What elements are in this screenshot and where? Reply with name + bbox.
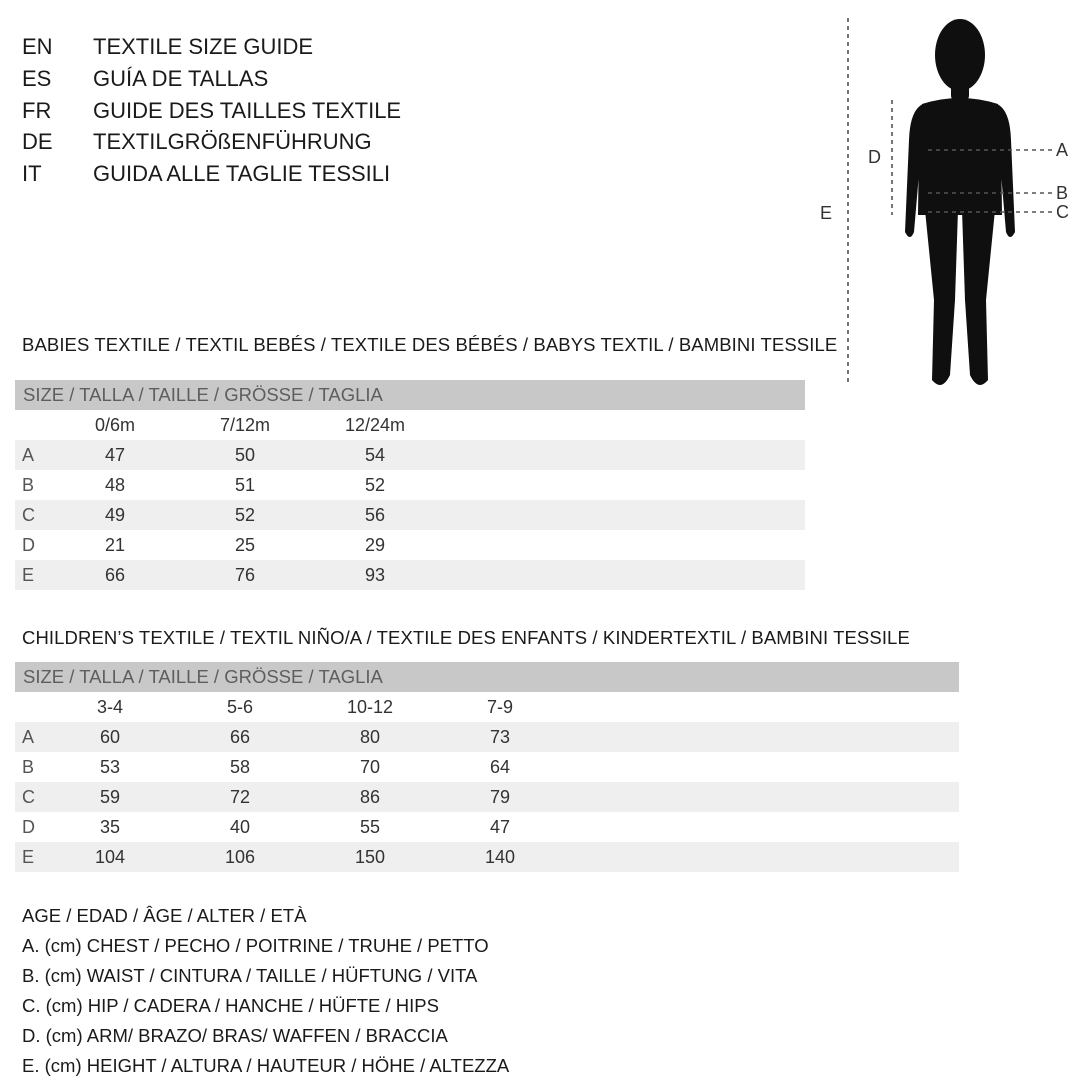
figure-label-b: B bbox=[1056, 183, 1069, 203]
table-row bbox=[15, 440, 805, 470]
table-cell: 49 bbox=[104, 505, 126, 525]
table-row bbox=[15, 530, 805, 560]
table-cell: 52 bbox=[234, 505, 256, 525]
lang-code: IT bbox=[22, 161, 42, 186]
legend-age: AGE / EDAD / ÂGE / ALTER / ETÀ bbox=[22, 905, 307, 926]
legend-waist: B. (cm) WAIST / CINTURA / TAILLE / HÜFTUNG / VITA bbox=[22, 965, 478, 986]
table-header-row bbox=[15, 410, 805, 440]
table-cell: 53 bbox=[99, 757, 121, 777]
table-header-row bbox=[15, 692, 959, 722]
legend-hip: C. (cm) HIP / CADERA / HANCHE / HÜFTE / HIPS bbox=[22, 995, 439, 1016]
table-cell: 79 bbox=[489, 787, 511, 807]
column-header: 7-9 bbox=[486, 697, 513, 717]
table-size-header: SIZE / TALLA / TAILLE / GRÖSSE / TAGLIA bbox=[15, 380, 805, 410]
table-cell: 140 bbox=[484, 847, 516, 867]
lang-title: GUIDA ALLE TAGLIE TESSILI bbox=[93, 161, 391, 186]
lang-title: GUÍA DE TALLAS bbox=[93, 66, 269, 91]
row-label: B bbox=[22, 475, 35, 495]
table-cell: 25 bbox=[234, 535, 256, 555]
table-cell: 51 bbox=[234, 475, 256, 495]
table-size-header: SIZE / TALLA / TAILLE / GRÖSSE / TAGLIA bbox=[15, 662, 959, 692]
figure-label-a: A bbox=[1056, 140, 1069, 160]
table-cell: 48 bbox=[104, 475, 126, 495]
table-cell: 76 bbox=[234, 565, 256, 585]
table-cell: 54 bbox=[364, 445, 386, 465]
table-cell: 80 bbox=[359, 727, 381, 747]
row-label: E bbox=[22, 565, 35, 585]
table-row bbox=[15, 560, 805, 590]
row-label: E bbox=[22, 847, 35, 867]
table-cell: 64 bbox=[489, 757, 511, 777]
table-cell: 21 bbox=[104, 535, 126, 555]
table-cell: 93 bbox=[364, 565, 386, 585]
column-header: 7/12m bbox=[219, 415, 271, 435]
table-cell: 50 bbox=[234, 445, 256, 465]
lang-title: GUIDE DES TAILLES TEXTILE bbox=[93, 98, 402, 123]
column-header: 10-12 bbox=[346, 697, 394, 717]
table-cell: 52 bbox=[364, 475, 386, 495]
row-label: D bbox=[22, 817, 35, 837]
table-row bbox=[15, 752, 959, 782]
figure-label-c: C bbox=[1056, 202, 1069, 222]
child-silhouette-icon bbox=[810, 0, 1082, 400]
table-row bbox=[15, 722, 959, 752]
row-label: C bbox=[22, 505, 35, 525]
table-row bbox=[15, 470, 805, 500]
table-cell: 58 bbox=[229, 757, 251, 777]
column-header: 3-4 bbox=[96, 697, 123, 717]
lang-code: EN bbox=[22, 34, 53, 59]
lang-code: FR bbox=[22, 98, 52, 123]
table-cell: 150 bbox=[354, 847, 386, 867]
table-row bbox=[15, 782, 959, 812]
table-cell: 60 bbox=[99, 727, 121, 747]
lang-title: TEXTILGRÖßENFÜHRUNG bbox=[93, 129, 372, 154]
row-label: A bbox=[22, 445, 35, 465]
column-header: 12/24m bbox=[344, 415, 406, 435]
legend-arm: D. (cm) ARM/ BRAZO/ BRAS/ WAFFEN / BRACCIA bbox=[22, 1025, 448, 1046]
table-cell: 40 bbox=[229, 817, 251, 837]
body-measurement-figure bbox=[810, 0, 1082, 400]
children-section-title: CHILDREN’S TEXTILE / TEXTIL NIÑO/A / TEXTILE DES ENFANTS / KINDERTEXTIL / BAMBINI TESSILE bbox=[22, 627, 910, 648]
table-cell: 59 bbox=[99, 787, 121, 807]
table-cell: 56 bbox=[364, 505, 386, 525]
page-title: TEXTILE SIZE GUIDE bbox=[93, 34, 314, 59]
table-cell: 73 bbox=[489, 727, 511, 747]
table-cell: 35 bbox=[99, 817, 121, 837]
table-cell: 47 bbox=[104, 445, 126, 465]
column-header: 5-6 bbox=[226, 697, 253, 717]
table-cell: 66 bbox=[104, 565, 126, 585]
table-row bbox=[15, 812, 959, 842]
legend-height: E. (cm) HEIGHT / ALTURA / HAUTEUR / HÖHE / ALTEZZA bbox=[22, 1055, 510, 1076]
row-label: A bbox=[22, 727, 35, 747]
legend-chest: A. (cm) CHEST / PECHO / POITRINE / TRUHE / PETTO bbox=[22, 935, 489, 956]
column-header: 0/6m bbox=[95, 415, 136, 435]
row-label: C bbox=[22, 787, 35, 807]
table-cell: 70 bbox=[359, 757, 381, 777]
table-row bbox=[15, 500, 805, 530]
table-cell: 106 bbox=[224, 847, 256, 867]
babies-section-title: BABIES TEXTILE / TEXTIL BEBÉS / TEXTILE DES BÉBÉS / BABYS TEXTIL / BAMBINI TESSILE bbox=[22, 334, 838, 355]
figure-label-d: D bbox=[868, 147, 881, 167]
table-cell: 55 bbox=[359, 817, 381, 837]
lang-code: ES bbox=[22, 66, 52, 91]
table-cell: 86 bbox=[359, 787, 381, 807]
table-cell: 47 bbox=[489, 817, 511, 837]
table-cell: 29 bbox=[364, 535, 386, 555]
table-cell: 66 bbox=[229, 727, 251, 747]
figure-label-e: E bbox=[820, 203, 833, 223]
table-cell: 72 bbox=[229, 787, 251, 807]
table-cell: 104 bbox=[94, 847, 126, 867]
table-row bbox=[15, 842, 959, 872]
row-label: D bbox=[22, 535, 35, 555]
row-label: B bbox=[22, 757, 35, 777]
lang-code: DE bbox=[22, 129, 53, 154]
